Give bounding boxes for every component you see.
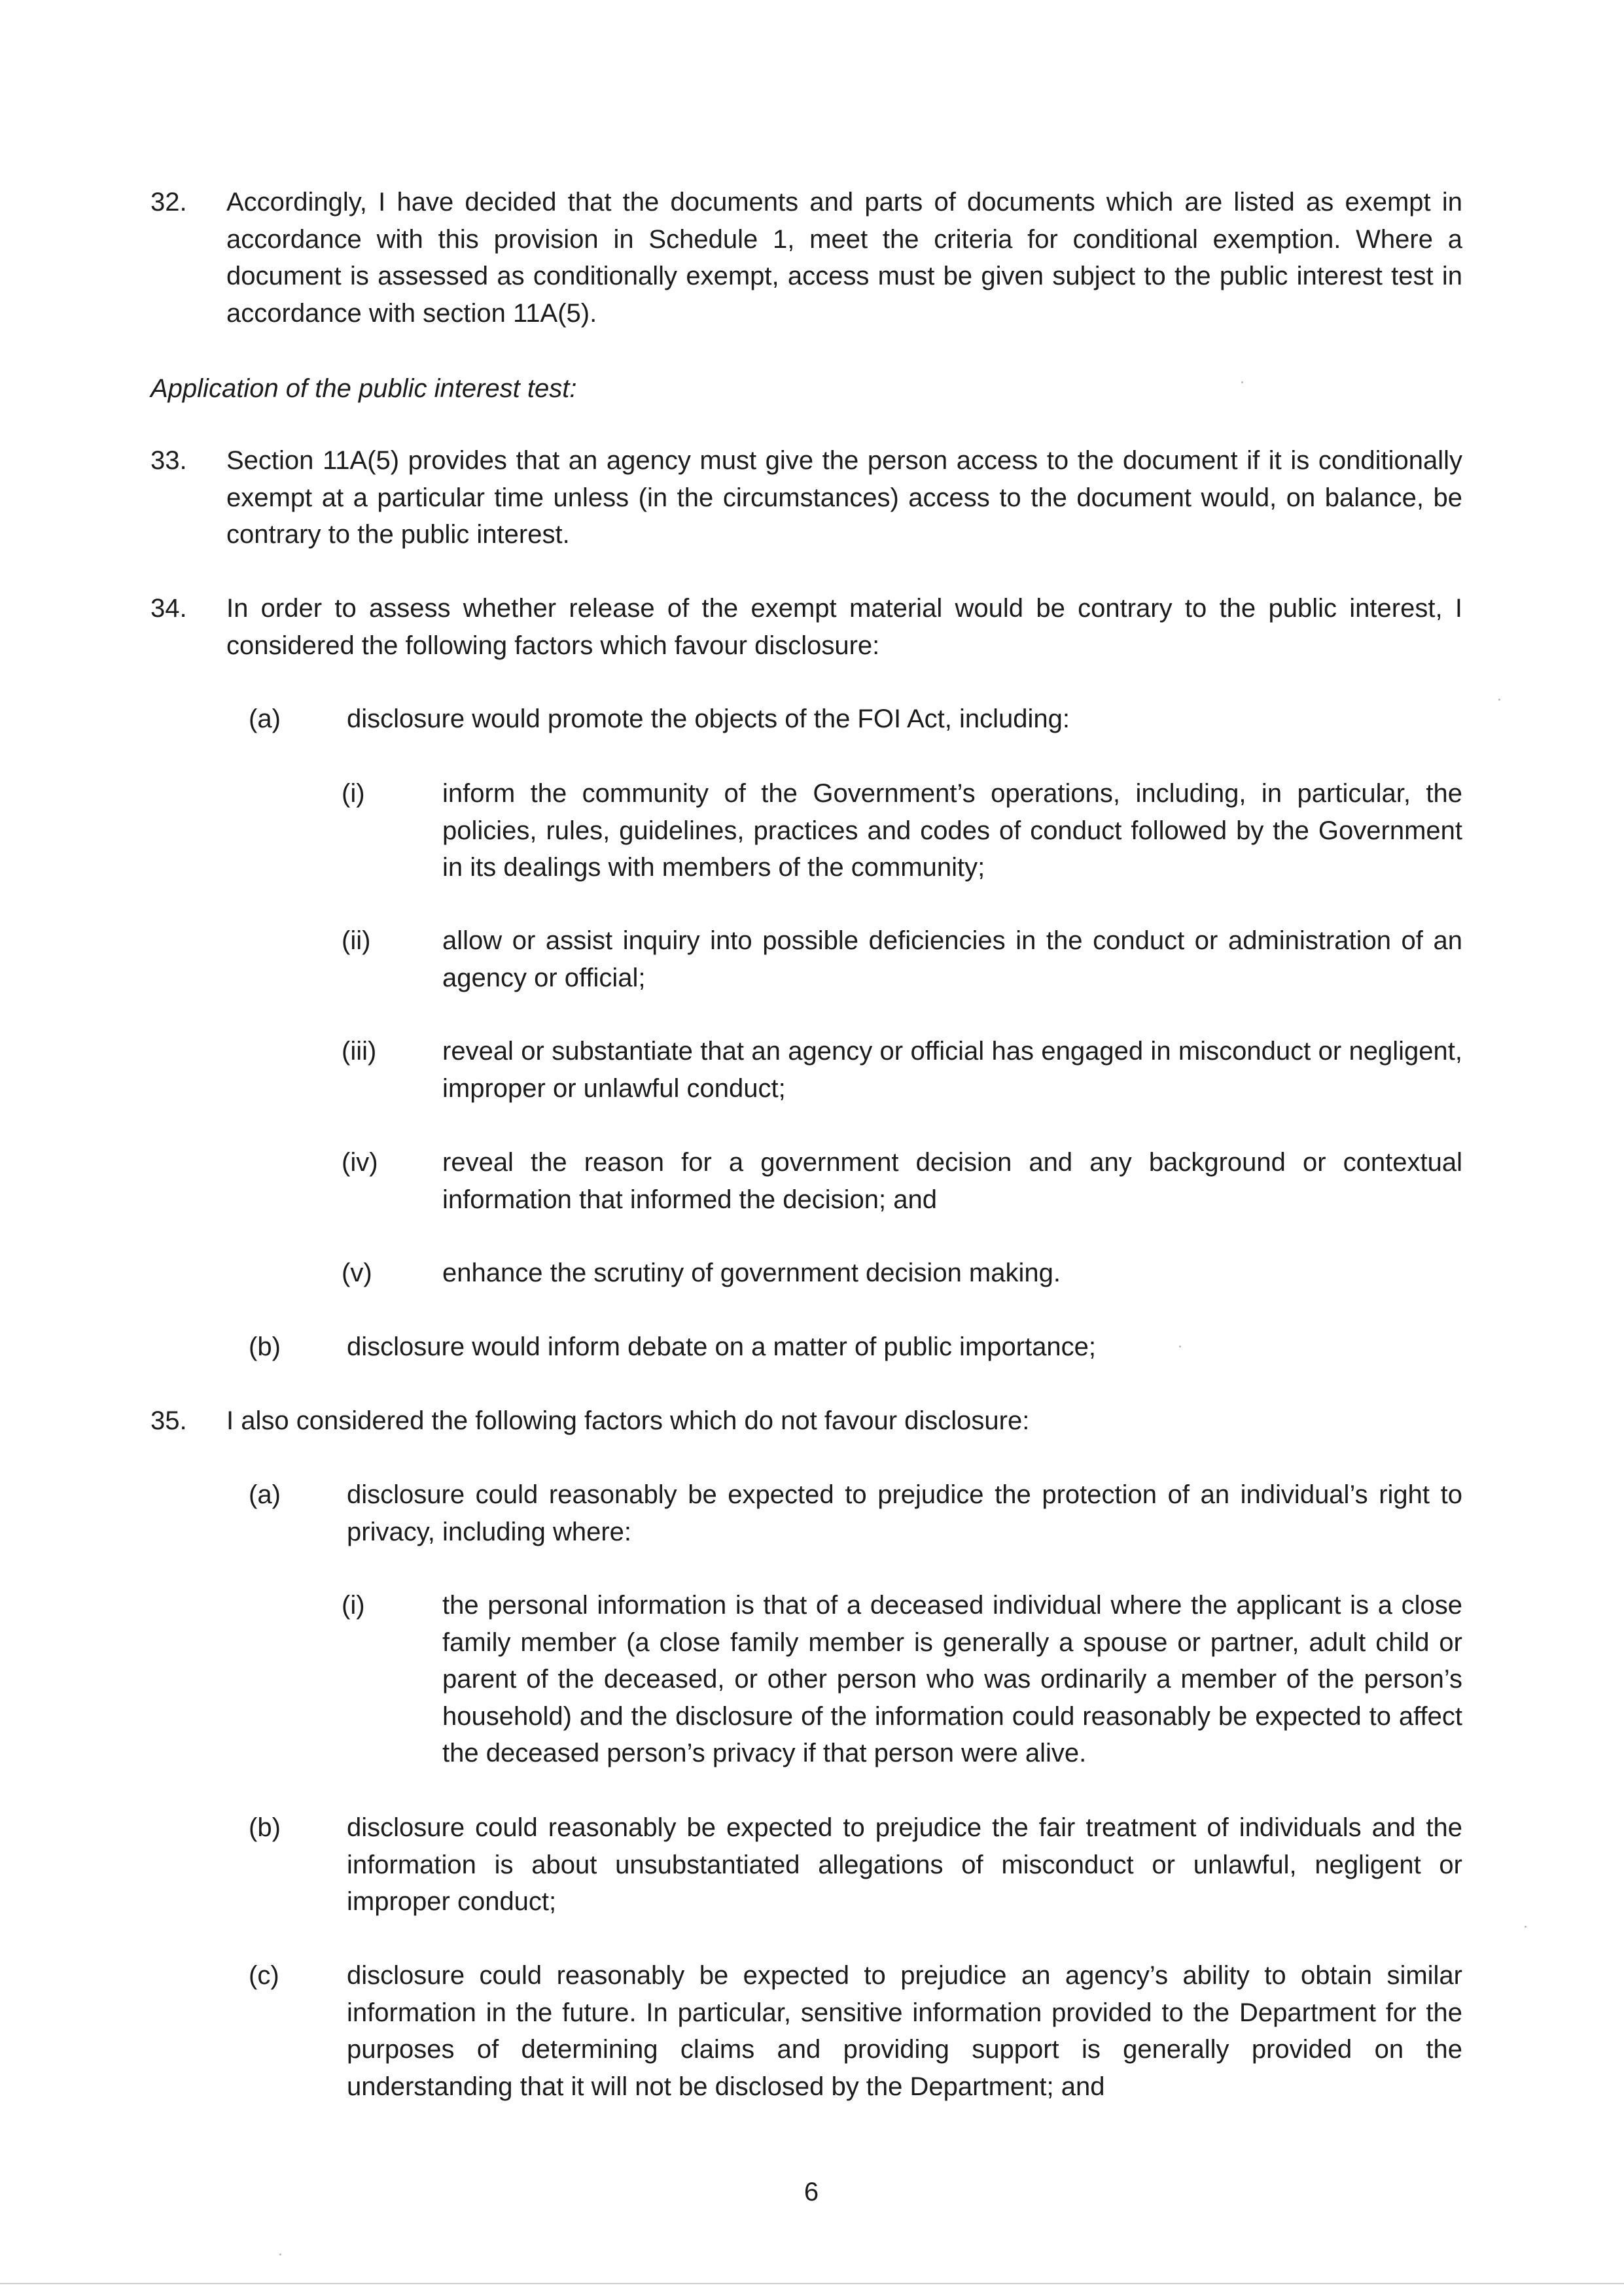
paragraph-34-a-ii-text: allow or assist inquiry into possible deficiencies in the conduct or administration of an agency or official; [442,926,1462,992]
paragraph-34-a-iii-label: (iii) [342,1037,377,1066]
paragraph-34-a-label: (a) [249,704,281,733]
scan-speck [1498,699,1500,701]
paragraph-34-a-v-label: (v) [342,1259,372,1287]
paragraph-35-c-label: (c) [249,1961,279,1990]
paragraph-34-a-iii-text: reveal or substantiate that an agency or official has engaged in misconduct or negligent, improper or unlawful conduct; [442,1037,1462,1103]
scan-speck [279,2253,281,2255]
paragraph-number-34: 34. [150,594,187,623]
paragraph-32-text: Accordingly, I have decided that the documents and parts of documents which are listed as exempt in accordance with this provision in Schedule 1, meet the criteria for conditional exemption. Where a document is assessed as conditionally exempt, access must be given subject to the public interest test in accordance with section 11A(5). [226,188,1462,328]
paragraph-number-32: 32. [150,188,187,217]
paragraph-34-a-iv-label: (iv) [342,1148,378,1177]
paragraph-number-33: 33. [150,446,187,475]
paragraph-34-a-i-text: inform the community of the Government’s operations, including, in particular, the policies, rules, guidelines, practices and codes of conduct followed by the Government in its dealings with members of the community; [442,779,1462,882]
paragraph-35-b-label: (b) [249,1813,281,1842]
paragraph-34-b-label: (b) [249,1332,281,1361]
scan-edge-line [0,2283,1624,2284]
paragraph-35-a-label: (a) [249,1480,281,1509]
paragraph-35-a-i-text: the personal information is that of a deceased individual where the applicant is a close family member (a close family member is generally a spouse or partner, adult child or parent of the deceased, or other person who was ordinarily a member of the person’s household) and the disclosure of the information could reasonably be expected to affect the deceased person’s privacy if that person were alive. [442,1591,1462,1767]
paragraph-35-text: I also considered the following factors which do not favour disclosure: [226,1406,1030,1435]
scan-speck [1241,381,1243,383]
paragraph-34-b-text: disclosure would inform debate on a matter of public importance; [347,1332,1097,1361]
paragraph-34-text: In order to assess whether release of the exempt material would be contrary to the public interest, I considered the following factors which favour disclosure: [226,594,1462,660]
scan-speck [1525,1926,1527,1928]
paragraph-35-b-text: disclosure could reasonably be expected to prejudice the fair treatment of individuals and the information is about unsubstantiated allegations of misconduct or unlawful, negligent or improper conduct; [347,1813,1462,1916]
paragraph-number-35: 35. [150,1406,187,1435]
paragraph-35-a-i-label: (i) [342,1591,365,1620]
paragraph-35-a-text: disclosure could reasonably be expected to prejudice the protection of an individual’s right to privacy, including where: [347,1480,1462,1546]
section-heading: Application of the public interest test: [150,374,577,403]
page-number: 6 [803,2178,819,2206]
paragraph-33-text: Section 11A(5) provides that an agency must give the person access to the document if it is conditionally exempt at a particular time unless (in the circumstances) access to the document would, on balance, be contrary to the public interest. [226,446,1462,549]
paragraph-34-a-v-text: enhance the scrutiny of government decision making. [442,1259,1061,1287]
scan-speck [1179,1346,1181,1348]
paragraph-35-c-text: disclosure could reasonably be expected to prejudice an agency’s ability to obtain similar information in the future. In particular, sensitive information provided to the Department for the purposes of determining claims and providing support is generally provided on the understanding that it will not be disclosed by the Department; and [347,1961,1462,2101]
paragraph-34-a-text: disclosure would promote the objects of the FOI Act, including: [347,704,1070,733]
paragraph-34-a-i-label: (i) [342,779,365,808]
paragraph-34-a-ii-label: (ii) [342,926,371,955]
paragraph-34-a-iv-text: reveal the reason for a government decision and any background or contextual information that informed the decision; and [442,1148,1462,1214]
